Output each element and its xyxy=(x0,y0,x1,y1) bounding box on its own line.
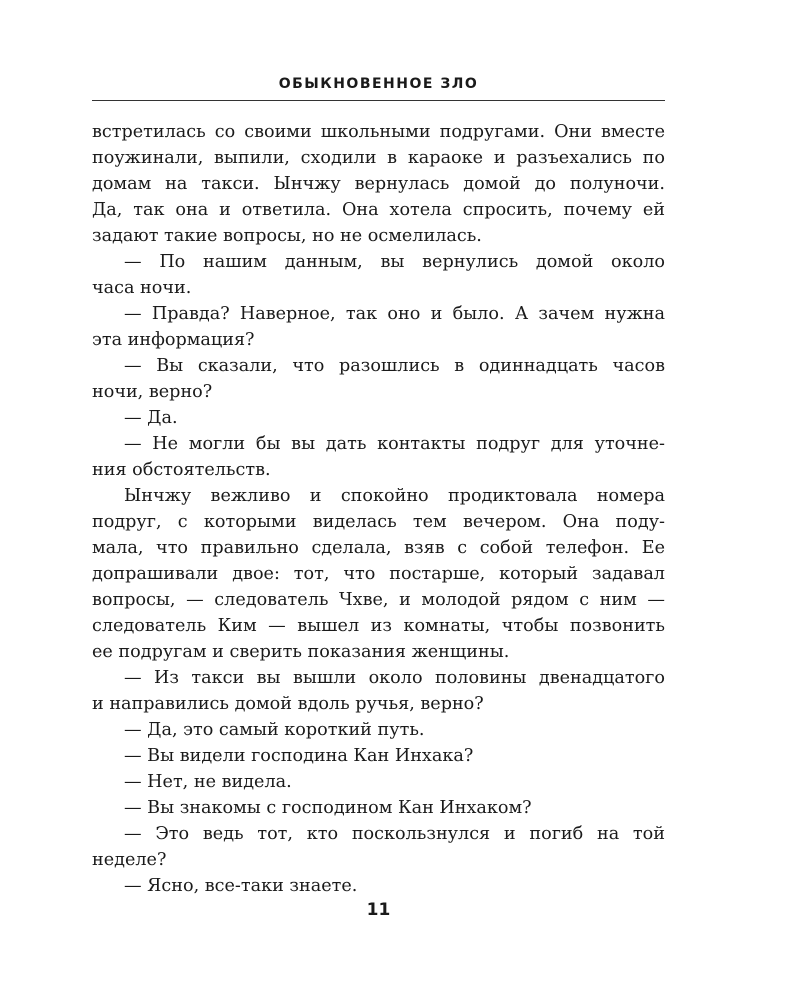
text-line: ния обстоятельств. xyxy=(92,460,271,480)
text-line: — Да. xyxy=(124,408,178,428)
text-line: — Правда? Наверное, так оно и было. А зачем нужна xyxy=(124,304,665,324)
text-line: — Не могли бы вы дать контакты подруг для уточне- xyxy=(124,434,665,454)
text-line: — По нашим данным, вы вернулись домой около xyxy=(124,252,665,272)
text-line: ее подругам и сверить показания женщины. xyxy=(92,642,510,662)
text-line: — Из такси вы вышли около половины двенадцатого xyxy=(124,668,665,688)
text-line: Ынчжу вежливо и спокойно продиктовала номера xyxy=(124,486,665,506)
running-title: ОБЫКНОВЕННОЕ ЗЛО xyxy=(278,76,479,92)
text-line: — Да, это самый короткий путь. xyxy=(124,720,425,740)
text-line: неделе? xyxy=(92,850,167,870)
text-line: ночи, верно? xyxy=(92,382,213,402)
text-line: — Это ведь тот, кто поскользнулся и погиб на той xyxy=(124,824,665,844)
text-line: — Ясно, все-таки знаете. xyxy=(124,876,358,896)
text-line: — Вы видели господина Кан Инхака? xyxy=(124,746,474,766)
text-line: Да, так она и ответила. Она хотела спросить, почему ей xyxy=(92,200,665,220)
text-line: домам на такси. Ынчжу вернулась домой до полуночи. xyxy=(92,174,665,194)
text-line: следователь Ким — вышел из комнаты, чтобы позвонить xyxy=(92,616,665,636)
text-line: часа ночи. xyxy=(92,278,192,298)
text-line: — Вы сказали, что разошлись в одиннадцать часов xyxy=(124,356,665,376)
text-line: встретилась со своими школьными подругами. Они вместе xyxy=(92,122,665,142)
text-line: поужинали, выпили, сходили в караоке и разъехались по xyxy=(92,148,665,168)
text-line: — Вы знакомы с господином Кан Инхаком? xyxy=(124,798,532,818)
page-number: 11 xyxy=(366,900,391,920)
text-line: допрашивали двое: тот, что постарше, который задавал xyxy=(92,564,665,584)
body-text xyxy=(92,119,665,899)
text-line: эта информация? xyxy=(92,330,255,350)
text-line: вопросы, — следователь Чхве, и молодой рядом с ним — xyxy=(92,590,665,610)
header-rule xyxy=(92,100,665,101)
text-line: — Нет, не видела. xyxy=(124,772,292,792)
text-line: мала, что правильно сделала, взяв с собой телефон. Ее xyxy=(92,538,665,558)
text-line: и направились домой вдоль ручья, верно? xyxy=(92,694,484,714)
text-line: задают такие вопросы, но не осмелилась. xyxy=(92,226,482,246)
text-line: подруг, с которыми виделась тем вечером. Она поду- xyxy=(92,512,665,532)
